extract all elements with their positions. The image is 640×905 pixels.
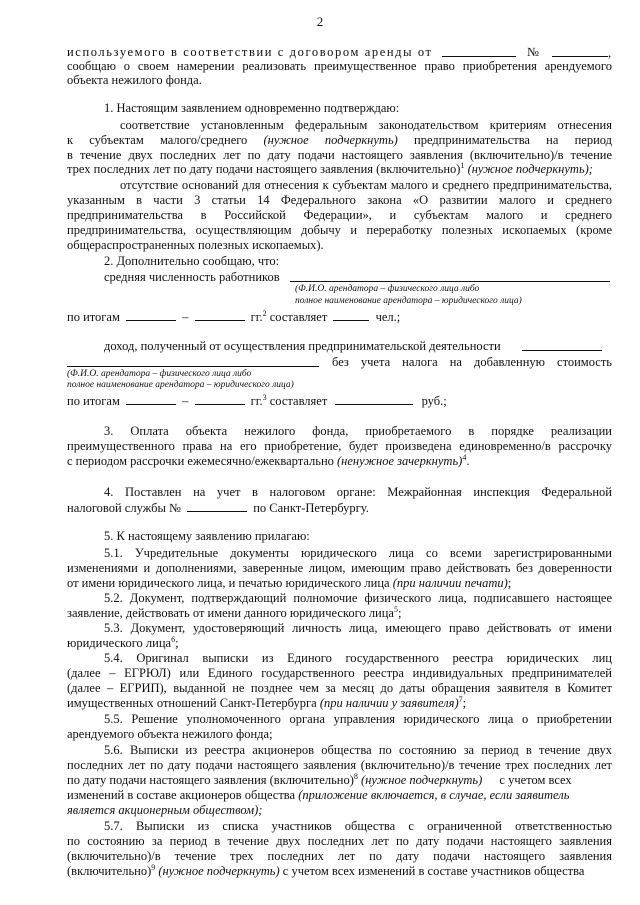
text-line <box>67 696 612 710</box>
text-line: преимущественного права на его приобретение, будет произведена единовременно/в рассрочку <box>67 439 612 453</box>
text-span: ; <box>462 696 467 710</box>
section-2-heading: 2. Дополнительно сообщаю, что: <box>104 254 280 268</box>
footnote-ref: 6 <box>171 636 176 644</box>
footnote-ref: 7 <box>458 696 463 704</box>
text-span: составляет <box>269 394 328 408</box>
text-line <box>67 803 612 817</box>
text-span: составляет <box>269 310 328 324</box>
text-span: имущественных отношений Санкт-Петербурга <box>67 696 317 710</box>
text-line <box>67 864 612 878</box>
text-span: налоговой службы № <box>67 501 181 515</box>
line-contract-prefix <box>67 45 433 59</box>
text-span: с периодом рассрочки ежемесячно/ежеквартально <box>67 454 334 468</box>
text-line <box>67 636 612 650</box>
text-using-contract: используемого в соответствии с договором аренды от <box>67 45 433 59</box>
italic-note: (нужное подчеркнуть) <box>158 864 280 878</box>
italic-note: (нужное подчеркнуть) <box>361 773 483 787</box>
italic-note: (приложение включается, в случае, если заявитель <box>298 788 570 802</box>
text-line: по состоянию за период в течение двух последних лет по дату подачи настоящего заявления <box>67 834 612 848</box>
tenant-note-line: полное наименование арендатора – юридического лица) <box>295 296 522 306</box>
text-line: 5.1. Учредительные документы юридического лица со всеми зарегистрированными <box>104 546 612 560</box>
text-line <box>67 773 612 787</box>
footnote-ref: 9 <box>151 864 156 872</box>
text-line <box>67 162 612 176</box>
text-span: . <box>466 454 470 468</box>
footnote-ref: 3 <box>262 392 267 402</box>
italic-note: (нужное подчеркнуть); <box>467 162 593 176</box>
text-span: с учетом всех <box>499 773 572 787</box>
text-line: отсутствие оснований для отнесения к субъектам малого и среднего предпринимательства, <box>120 178 612 192</box>
number-sign: № <box>527 45 539 59</box>
income-blank <box>522 339 602 354</box>
tenant-name-blank-2 <box>67 355 319 370</box>
text-line: 5.6. Выписки из реестра акционеров общества по состоянию за период в течение двух <box>104 743 612 757</box>
employees-period-line <box>67 309 400 324</box>
text-line <box>67 454 612 468</box>
text-span: юридического лица <box>67 636 172 650</box>
text-line <box>67 500 612 515</box>
italic-note: (ненужное зачеркнуть) <box>337 454 463 468</box>
text-line: (далее – ЕГРЮЛ) или Единого государственного реестра индивидуальных предпринимателей <box>67 666 612 680</box>
text-span: предпринимательства на период <box>414 133 612 147</box>
income-period-line <box>67 393 447 408</box>
text-span: по итогам <box>67 310 120 324</box>
text-span: к субъектам малого/среднего <box>67 133 248 147</box>
text-span: с учетом всех изменений в составе участников общества <box>282 864 585 878</box>
text-line: последних лет по дату подачи настоящего заявления (включительно)/в течение трех последних лет <box>67 758 612 772</box>
text-span: руб.; <box>421 394 447 408</box>
text-span: – <box>182 310 189 324</box>
text-line: предпринимательства в Российской Федерации», и субъектам малого и среднего <box>67 208 612 222</box>
text-span: по дату подачи настоящего заявления (включительно) <box>67 773 354 787</box>
text-line <box>67 606 612 620</box>
text-span: трех последних лет по дату подачи настоящего заявления (включительно) <box>67 162 461 176</box>
footnote-ref: 2 <box>262 308 267 318</box>
text-span: чел.; <box>375 310 401 324</box>
italic-note: является акционерным обществом); <box>67 803 263 817</box>
section-3-heading: 3. Оплата объекта нежилого фонда, приобретаемого в порядке реализации <box>104 424 612 438</box>
text-line: предпринимательства, осуществляющим добычу и переработку полезных ископаемых (кроме <box>67 223 612 237</box>
text-line: арендуемого объекта нежилого фонда; <box>67 727 273 741</box>
page-number: 2 <box>316 14 324 29</box>
text-span: гг. <box>250 394 263 408</box>
text-span: гг. <box>250 310 263 324</box>
income-label: доход, полученный от осуществления предпринимательской деятельности <box>104 339 501 353</box>
text-line: 5.2. Документ, подтверждающий полномочие физического лица, подписавшего настоящее <box>104 591 612 605</box>
tenant-note-line: полное наименование арендатора – юридического лица) <box>67 380 294 390</box>
footnote-ref: 4 <box>462 454 467 462</box>
text-span: по Санкт-Петербургу. <box>253 501 369 515</box>
italic-note: (при наличии печати) <box>392 576 508 590</box>
text-line: общераспространенных полезных ископаемых). <box>67 238 324 252</box>
text-line: указанным в части 3 статьи 14 Федерального закона «О развитии малого и среднего <box>67 193 612 207</box>
text-line: 5.3. Документ, удостоверяющий личность лица, имеющего право действовать от имени <box>104 621 612 635</box>
text-span: ; <box>175 636 179 650</box>
italic-note: (при наличии у заявителя) <box>319 696 459 710</box>
text-line: сообщаю о своем намерении реализовать преимущественное право приобретения арендуемого <box>67 59 612 73</box>
contract-number-blank: , <box>552 45 611 60</box>
text-line: соответствие установленным федеральным законодательством критериям отнесения <box>120 118 612 132</box>
text-line: (далее – ЕГРИП), выданной не позднее чем за месяц до даты обращения заявителя в Комитет <box>67 681 612 695</box>
footnote-ref: 5 <box>393 606 398 614</box>
footnote-ref: 1 <box>460 162 465 170</box>
without-vat-text: без учета налога на добавленную стоимость <box>332 355 612 369</box>
text-span: заявление, действовать от имени данного юридического лица <box>67 606 394 620</box>
italic-note: (нужное подчеркнуть) <box>263 133 398 147</box>
text-line: изменениями и дополнениями, заверенные лицом, имеющим право действовать без доверенности <box>67 561 612 575</box>
text-span: ; <box>507 576 512 590</box>
text-line: 5.5. Решение уполномоченного органа управления юридического лица о приобретении <box>104 712 612 726</box>
section-4-heading: 4. Поставлен на учет в налоговом органе: Межрайонная инспекция Федеральной <box>104 485 612 499</box>
text-span: – <box>182 394 189 408</box>
text-line <box>67 576 612 590</box>
section-5-heading: 5. К настоящему заявлению прилагаю: <box>104 529 310 543</box>
tenant-note-line: (Ф.И.О. арендатора – физического лица либо <box>295 284 480 294</box>
text-line: (включительно)/в течение трех последних лет по дату подачи настоящего заявления <box>67 849 612 863</box>
text-line: в течение двух последних лет по дату подачи настоящего заявления (включительно)/в течение <box>67 148 612 162</box>
contract-date-blank <box>442 45 516 60</box>
text-line: объекта нежилого фонда. <box>67 73 202 87</box>
text-line <box>67 788 612 802</box>
footnote-ref: 8 <box>353 773 358 781</box>
section-1-heading: 1. Настоящим заявлением одновременно подтверждаю: <box>104 101 400 115</box>
text-span: по итогам <box>67 394 120 408</box>
text-span: изменений в составе акционеров общества <box>67 788 296 802</box>
text-line <box>67 133 612 147</box>
average-employees-label: средняя численность работников <box>104 270 280 284</box>
tenant-name-blank-1 <box>290 270 610 285</box>
text-span: от имени юридического лица, и печатью юридического лица <box>67 576 390 590</box>
tenant-note-line: (Ф.И.О. арендатора – физического лица либо <box>67 369 252 379</box>
text-line: 5.7. Выписки из списка участников общества с ограниченной ответственностью <box>104 819 612 833</box>
text-span: (включительно) <box>67 864 152 878</box>
text-line: 5.4. Оригинал выписки из Единого государственного реестра юридических лиц <box>104 651 612 665</box>
text-span: ; <box>397 606 402 620</box>
